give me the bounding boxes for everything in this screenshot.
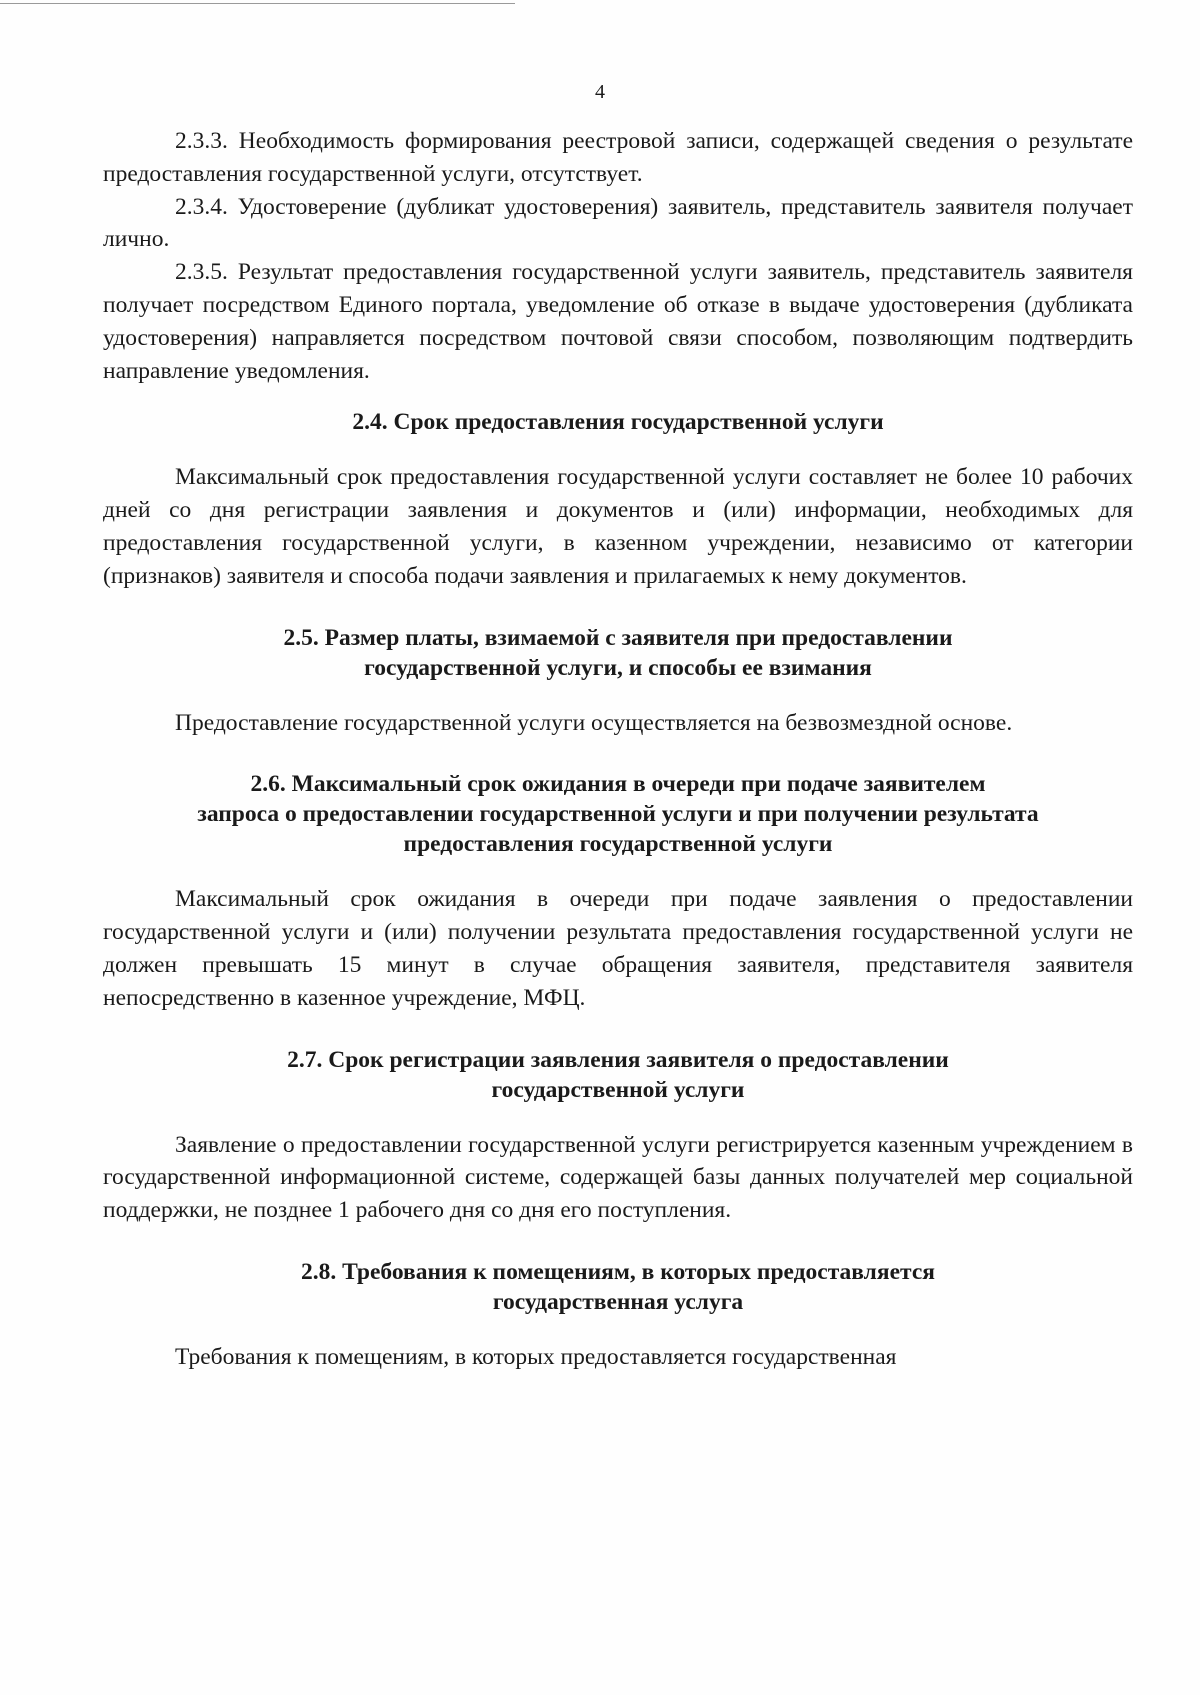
paragraph-2-8: Требования к помещениям, в которых предоставляется государственная	[175, 1343, 897, 1370]
paragraph-2-3-4: 2.3.4. Удостоверение (дубликат удостоверения) заявитель, представитель заявителя получает лично.	[103, 193, 1133, 253]
paragraph-2-4: Максимальный срок предоставления государственной услуги составляет не более 10 рабочих дней со дня регистрации заявления и документов и (или) информации, необходимых для предоставления государственной услуги, в казенном учреждении, независимо от категории (признаков) заявителя и способа подачи заявления и прилагаемых к нему документов.	[103, 464, 1133, 589]
heading-line: государственной услуги	[491, 1076, 745, 1103]
heading-line: 2.4. Срок предоставления государственной услуги	[352, 409, 884, 436]
heading-2-6	[103, 769, 1133, 859]
heading-line: 2.7. Срок регистрации заявления заявителя о предоставлении	[287, 1046, 949, 1073]
heading-2-7	[103, 1045, 1133, 1105]
scan-edge-line	[0, 3, 515, 4]
heading-line: запроса о предоставлении государственной услуги и при получении результата	[197, 801, 1039, 828]
heading-2-5	[103, 623, 1133, 683]
paragraph-2-3-3: 2.3.3. Необходимость формирования реестровой записи, содержащей сведения о результате предоставления государственной услуги, отсутствует.	[103, 128, 1133, 187]
heading-line: 2.5. Размер платы, взимаемой с заявителя при предоставлении	[283, 624, 953, 651]
document-body	[103, 125, 1133, 1374]
heading-2-8	[103, 1257, 1133, 1317]
heading-line: 2.6. Максимальный срок ожидания в очереди при подаче заявителем	[250, 771, 986, 798]
page-number: 4	[595, 81, 605, 103]
heading-line: предоставления государственной услуги	[403, 831, 833, 858]
paragraph-2-6: Максимальный срок ожидания в очереди при подаче заявления о предоставлении государственной услуги и (или) получении результата предоставления государственной услуги не должен превышать 15 минут в случае обращения заявителя, представителя заявителя непосредственно в казенное учреждение, МФЦ.	[103, 886, 1133, 1011]
paragraph-2-3-5: 2.3.5. Результат предоставления государственной услуги заявитель, представитель заявителя получает посредством Единого портала, уведомление об отказе в выдаче удостоверения (дубликата удостоверения) направляется посредством почтовой связи способом, позволяющим подтвердить направление уведомления.	[103, 259, 1133, 384]
heading-2-4	[103, 407, 1133, 437]
heading-line: государственная услуга	[492, 1288, 744, 1315]
paragraph-2-5: Предоставление государственной услуги осуществляется на безвозмездной основе.	[175, 709, 1013, 736]
heading-line: государственной услуги, и способы ее взимания	[364, 654, 872, 681]
heading-line: 2.8. Требования к помещениям, в которых предоставляется	[301, 1258, 935, 1285]
paragraph-2-7: Заявление о предоставлении государственной услуги регистрируется казенным учреждением в государственной информационной системе, содержащей базы данных получателей мер социальной поддержки, не позднее 1 рабочего дня со дня его поступления.	[103, 1131, 1133, 1224]
